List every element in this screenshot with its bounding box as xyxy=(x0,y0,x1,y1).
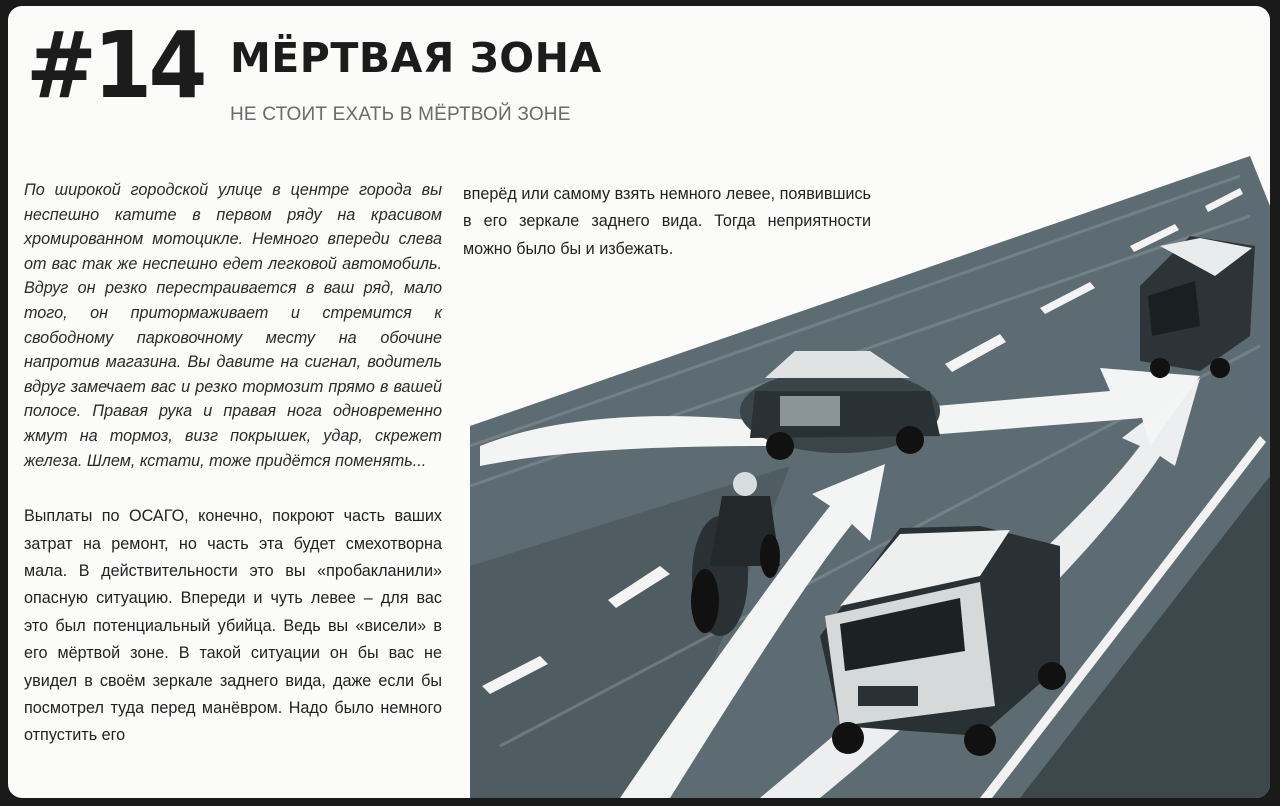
article-number: #14 xyxy=(26,12,204,119)
article-title: МЁРТВАЯ ЗОНА xyxy=(230,34,602,82)
magazine-page xyxy=(8,6,1270,798)
article-subtitle: НЕ СТОИТ ЕХАТЬ В МЁРТВОЙ ЗОНЕ xyxy=(230,104,571,125)
continuation-paragraph: вперёд или самому взять немного левее, появившись в его зеркале заднего вида. Тогда неприятности можно было бы и избежать. xyxy=(463,185,871,258)
main-paragraph: Выплаты по ОСАГО, конечно, покроют часть ваших затрат на ремонт, но часть эта будет смехотворна мала. В действительности это вы «пробакланили» опасную ситуацию. Впереди и чуть левее – для вас это был потенциальный убийца. Ведь вы «висели» в его мёртвой зоне. В такой ситуации он бы вас не увидел в своём зеркале заднего вида, даже если бы посмотрел туда перед манёвром. Надо было немного отпустить его xyxy=(24,507,442,745)
blind-spot-illustration xyxy=(460,146,1270,798)
intro-paragraph: По широкой городской улице в центре города вы неспешно катите в первом ряду на красивом хромированном мотоцикле. Немного впереди слева от вас так же неспешно едет легковой автомобиль. Вдруг он резко перестраивается в ваш ряд, мало того, он притормаживает и стремится к свободному парковочному месту на обочине напротив магазина. Вы давите на сигнал, водитель вдруг замечает вас и резко тормозит прямо в вашей полосе. Правая рука и правая нога одновременно жмут на тормоз, визг покрышек, удар, скрежет железа. Шлем, кстати, тоже придётся поменять... xyxy=(24,181,442,470)
left-text-column xyxy=(24,178,442,750)
